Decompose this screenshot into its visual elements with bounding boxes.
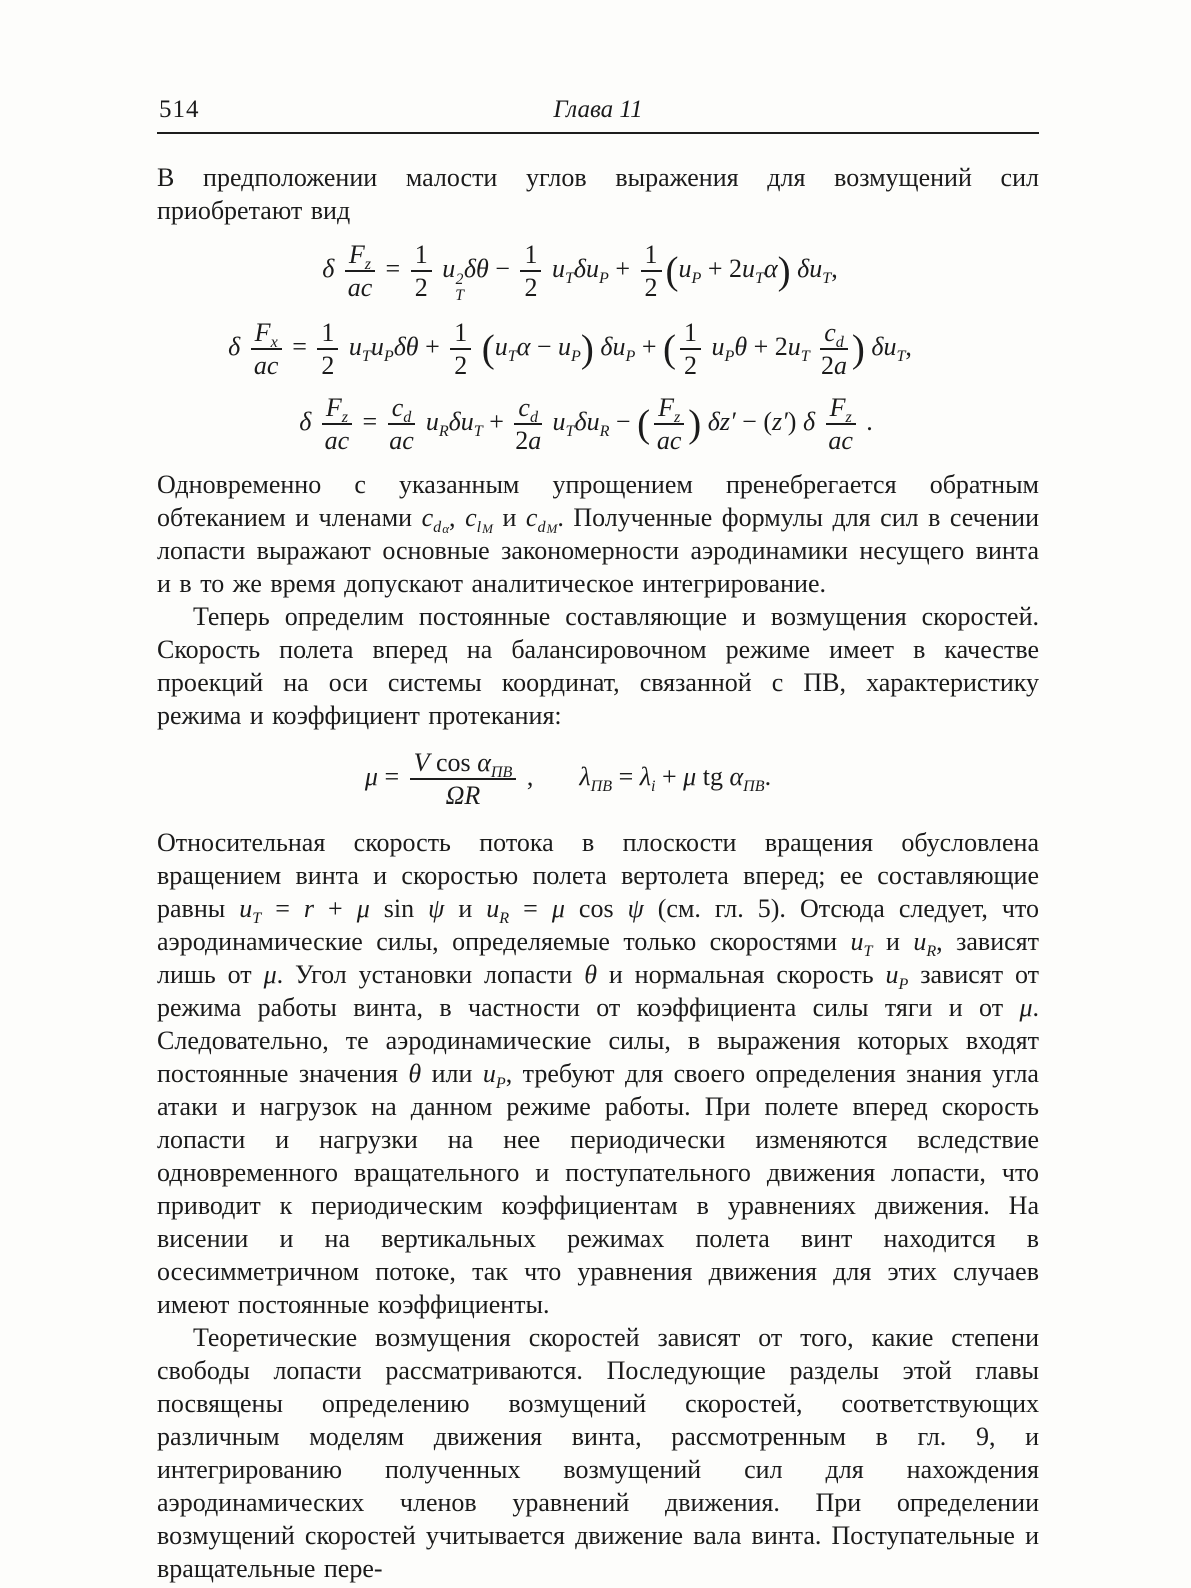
equation-force-z: δ $\frac{F_z}{ac}$ = $\frac{1}{2}$ u 2 T δθ − $\frac{1}{2}$ $u_T\delta u_P$ + $\frac{1}{2}$ $(u_P + 2u_T\alpha)$ $\delta u_T$, [322,240,838,305]
page-column [157,96,1039,1585]
paragraph-rotation-velocities: Относительная скорость потока в плоскости вращения обусловлена вращением винта и скоростью полета вертолета вперед; ее составляющие равны $u_T = r + \mu$ sin ψ и $u_R = \mu$ cos ψ (см. гл. 5). Отсюда следует, что аэродинамические силы, определяемые только скоростями $u_T$ и $u_R$, зависят лишь от μ. Угол установки лопасти θ и нормальная скорость $u_P$ зависят от режима работы винта, в частности от коэффициента силы тяги и от μ. Следовательно, те аэродинамические силы, в выражения которых входят постоянные значения θ или $u_P$, требуют для своего определения знания угла атаки и нагрузок на данном режиме работы. При полете вперед скорость лопасти и нагрузки на нее периодически изменяются вследствие одновременного вращательного и поступательного движения лопасти, что приводит к периодическим коэффициентам в уравнениях движения. На висении и на вертикальных режимах полета винт находится в осесимметричном потоке, так что уравнения движения для этих случаев имеют постоянные коэффициенты. [157,828,1039,1320]
paragraph-theoretical-perturbations: Теоретические возмущения скоростей зависят от того, какие степени свободы лопасти рассматриваются. Последующие разделы этой главы посвящены определению возмущений скоростей, соответствующих различным моделям движения винта, рассмотренным в гл. 9, и интегрированию полученных возмущений сил для нахождения аэродинамических членов уравнений движения. При определении возмущений скоростей учитывается движение вала винта. Поступательные и вращательные пере- [157,1323,1039,1584]
force-perturbation-equations [157,240,1039,455]
paragraph-trim-components: Теперь определим постоянные составляющие и возмущения скоростей. Скорость полета вперед на балансировочном режиме имеет в качестве проекций на оси системы координат, связанной с ПВ, характеристику режима и коэффициент протекания: [157,602,1039,731]
paragraph-simplification: Одновременно с указанным упрощением пренебрегается обратным обтеканием и членами $c_{d\alpha}$, $c_{lM}$ и $c_{dM}$. Полученные формулы для сил в сечении лопасти выражают основные закономерности аэродинамики несущего винта и в то же время допускают аналитическое интегрирование. [157,470,1040,599]
equation-advance-ratio-inflow: μ = $\frac{V \cos \alpha_{ПВ}}{\Omega R}$ , $\lambda_{ПВ} = \lambda_i + \mu$ tg $\alpha_{ПВ}$. [364,748,772,811]
paragraph-intro: В предположении малости углов выражения для возмущений сил приобретают вид [157,163,1039,225]
page-number: 514 [159,96,200,123]
chapter-running-title: Глава 11 [553,96,643,123]
running-header [157,96,1039,128]
header-rule [157,132,1039,134]
equation-force-x: δ $\frac{F_x}{ac}$ = $\frac{1}{2}$ $u_Tu_P\delta\theta$ + $\frac{1}{2}$ $(u_T\alpha - u_P) \delta u_P$ + ( $\frac{1}{2}$ $u_P\theta + 2u_T$ $\frac{c_d}{2a}$ ) $\delta u_T$, [228,317,912,380]
equation-force-radial: δ $\frac{F_z}{ac}$ = $\frac{c_d}{ac}$ $u_R\delta u_T$ + $\frac{c_d}{2a}$ $u_T\delta u_R$ − ( $\frac{F_z}{ac}$ ) δz′ − (z′) δ $\frac{F_z}{ac}$ . [299,393,873,456]
